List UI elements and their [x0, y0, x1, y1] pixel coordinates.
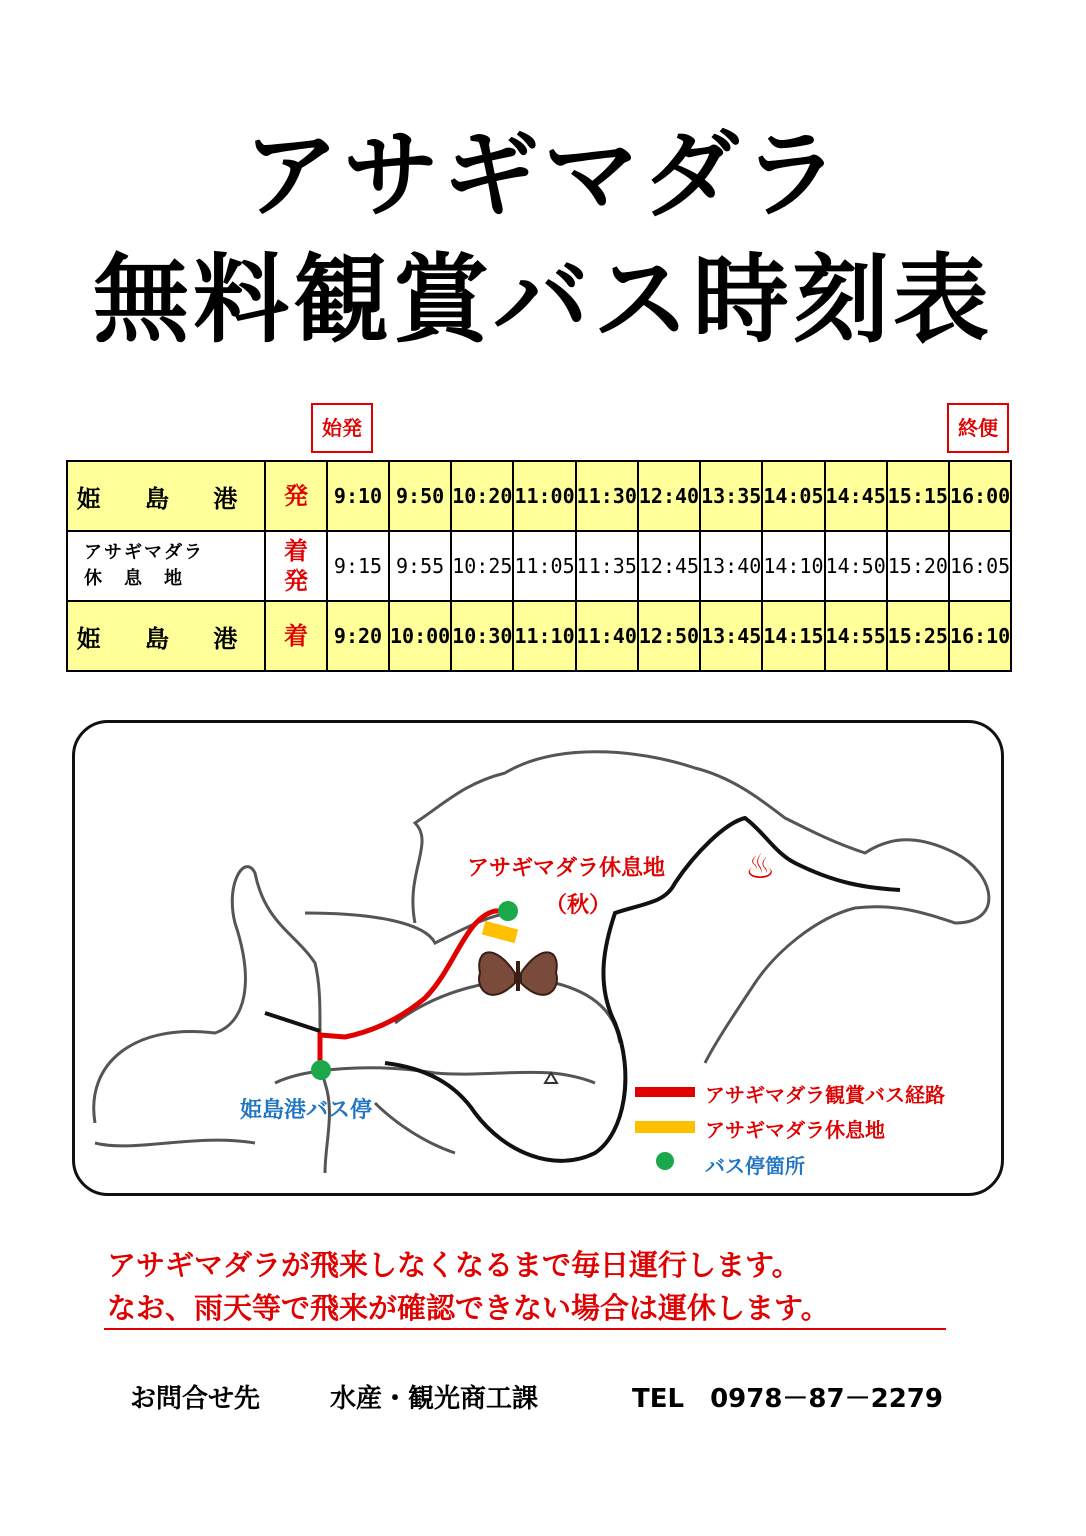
- time-cell: 15:15: [887, 461, 949, 531]
- kind-cell: [265, 531, 327, 601]
- time-cell: 12:45: [638, 531, 700, 601]
- time-cell: 9:15: [327, 531, 389, 601]
- bus-stop-label: 姫島港バス停: [240, 1098, 373, 1123]
- notice-line-1: アサギマダラが飛来しなくなるまで毎日運行します。: [107, 1248, 801, 1282]
- time-cell: 12:40: [638, 461, 700, 531]
- contact-label: お問合せ先: [130, 1384, 261, 1414]
- legend-bus-stop-label: バス停箇所: [705, 1154, 805, 1178]
- port-bus-stop-marker: [311, 1060, 331, 1080]
- time-cell: 11:35: [576, 531, 638, 601]
- station-cell: 姫 島 港: [67, 461, 265, 531]
- notice-underline: [104, 1328, 946, 1330]
- rest-area-bus-stop-marker: [498, 901, 518, 921]
- time-cell: 10:30: [451, 601, 513, 671]
- table-row: [67, 601, 1011, 671]
- station-line-1: アサギマダラ: [84, 542, 204, 563]
- time-cell: 9:20: [327, 601, 389, 671]
- time-cell: 11:05: [513, 531, 575, 601]
- time-cell: 14:55: [825, 601, 887, 671]
- time-cell: 13:35: [700, 461, 762, 531]
- time-cell: 11:30: [576, 461, 638, 531]
- legend-bus-stop-swatch: [656, 1152, 674, 1170]
- rest-area-label: アサギマダラ休息地: [467, 856, 666, 881]
- butterfly-icon: [479, 952, 557, 995]
- legend-rest-area-label: アサギマダラ休息地: [705, 1118, 885, 1142]
- time-cell: 14:45: [825, 461, 887, 531]
- time-cell: 9:55: [389, 531, 451, 601]
- station-cell: [67, 531, 265, 601]
- rest-area-season: （秋）: [545, 893, 612, 918]
- time-cell: 16:10: [949, 601, 1011, 671]
- first-bus-tag: 始発: [311, 403, 373, 453]
- time-cell: 10:25: [451, 531, 513, 601]
- time-cell: 12:50: [638, 601, 700, 671]
- legend-rest-area-swatch: [635, 1121, 695, 1133]
- time-cell: 14:50: [825, 531, 887, 601]
- title-line-2: 無料観賞バス時刻表: [93, 244, 993, 356]
- route-map: [72, 720, 1004, 1196]
- time-cell: 9:50: [389, 461, 451, 531]
- time-cell: 11:10: [513, 601, 575, 671]
- kind-cell: 発: [265, 461, 327, 531]
- kind-cell: 着: [265, 601, 327, 671]
- time-cell: 14:10: [762, 531, 824, 601]
- last-bus-tag: 終便: [947, 403, 1009, 453]
- time-cell: 16:05: [949, 531, 1011, 601]
- hot-spring-icon: ♨: [745, 847, 776, 887]
- time-cell: 15:20: [887, 531, 949, 601]
- legend-route-swatch: [635, 1087, 695, 1097]
- time-cell: 15:25: [887, 601, 949, 671]
- station-line-2: 休 息 地: [84, 568, 184, 589]
- time-cell: 13:40: [700, 531, 762, 601]
- time-cell: 10:00: [389, 601, 451, 671]
- time-cell: 11:00: [513, 461, 575, 531]
- title-line-1: アサギマダラ: [243, 119, 843, 231]
- contact-tel: TEL 0978－87－2279: [632, 1384, 943, 1414]
- contact-department: 水産・観光商工課: [330, 1384, 539, 1414]
- notice-line-2: なお、雨天等で飛来が確認できない場合は運休します。: [107, 1291, 830, 1325]
- table-row: [67, 531, 1011, 601]
- kind-line-1: 着: [284, 537, 308, 565]
- time-cell: 14:15: [762, 601, 824, 671]
- kind-line-2: 発: [284, 567, 308, 595]
- time-cell: 9:10: [327, 461, 389, 531]
- time-cell: 10:20: [451, 461, 513, 531]
- table-row: [67, 461, 1011, 531]
- rest-area-marker: [482, 921, 518, 943]
- timetable: [66, 460, 1012, 672]
- time-cell: 14:05: [762, 461, 824, 531]
- time-cell: 11:40: [576, 601, 638, 671]
- legend-route-label: アサギマダラ観賞バス経路: [705, 1083, 945, 1107]
- station-cell: 姫 島 港: [67, 601, 265, 671]
- time-cell: 16:00: [949, 461, 1011, 531]
- time-cell: 13:45: [700, 601, 762, 671]
